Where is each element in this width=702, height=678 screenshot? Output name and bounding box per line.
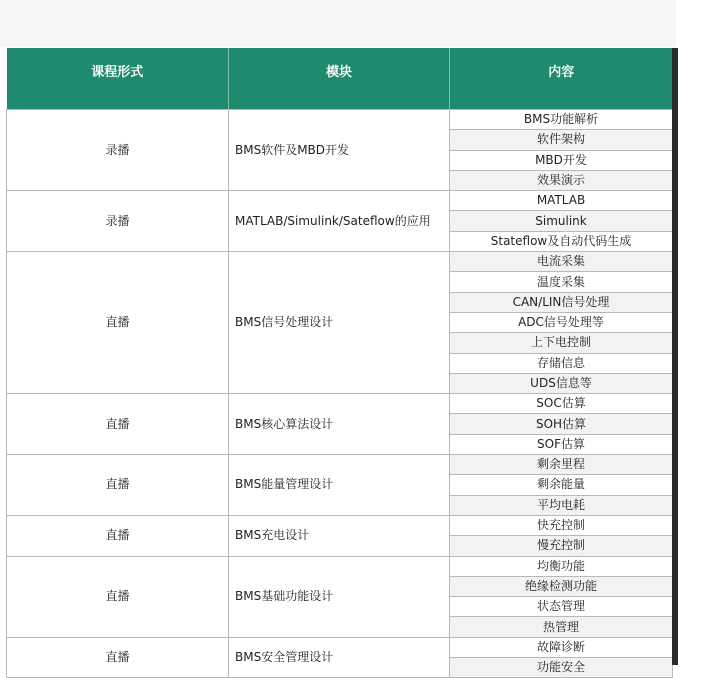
content-cell: MBD开发 [450, 150, 673, 170]
content-cell: Simulink [450, 211, 673, 231]
right-edge-strip [672, 48, 678, 665]
content-cell: SOC估算 [450, 394, 673, 414]
content-cell: 均衡功能 [450, 556, 673, 576]
table-row [7, 556, 673, 576]
module-cell: BMS软件及MBD开发 [229, 110, 450, 191]
content-cell: 温度采集 [450, 272, 673, 292]
module-cell: BMS信号处理设计 [229, 252, 450, 394]
content-cell: Stateflow及自动代码生成 [450, 231, 673, 251]
content-cell: CAN/LIN信号处理 [450, 292, 673, 312]
content-cell: 剩余能量 [450, 475, 673, 495]
content-cell: SOF估算 [450, 434, 673, 454]
content-cell: 存储信息 [450, 353, 673, 373]
table-row [7, 637, 673, 657]
course-type-cell: 直播 [7, 515, 229, 556]
course-type-cell: 直播 [7, 455, 229, 516]
content-cell: BMS功能解析 [450, 110, 673, 130]
table-row [7, 252, 673, 272]
module-cell: BMS基础功能设计 [229, 556, 450, 637]
top-blank-area [0, 0, 676, 47]
content-cell: SOH估算 [450, 414, 673, 434]
content-cell: 剩余里程 [450, 455, 673, 475]
content-cell: 慢充控制 [450, 536, 673, 556]
content-cell: 电流采集 [450, 252, 673, 272]
content-cell: 快充控制 [450, 515, 673, 535]
table-row [7, 455, 673, 475]
content-cell: 软件架构 [450, 130, 673, 150]
module-cell: BMS充电设计 [229, 515, 450, 556]
header-course-type: 课程形式 [7, 48, 229, 109]
course-type-cell: 直播 [7, 252, 229, 394]
module-cell: MATLAB/Simulink/Sateflow的应用 [229, 191, 450, 252]
course-type-cell: 直播 [7, 394, 229, 455]
course-type-cell: 录播 [7, 191, 229, 252]
module-cell: BMS安全管理设计 [229, 637, 450, 678]
content-cell: 故障诊断 [450, 637, 673, 657]
content-cell: 效果演示 [450, 170, 673, 190]
content-cell: ADC信号处理等 [450, 312, 673, 332]
content-cell: 状态管理 [450, 597, 673, 617]
table-row [7, 110, 673, 130]
header-content: 内容 [450, 48, 673, 109]
content-cell: MATLAB [450, 191, 673, 211]
content-cell: 上下电控制 [450, 333, 673, 353]
content-cell: 热管理 [450, 617, 673, 637]
module-cell: BMS能量管理设计 [229, 455, 450, 516]
content-cell: UDS信息等 [450, 373, 673, 393]
course-type-cell: 录播 [7, 110, 229, 191]
content-cell: 绝缘检测功能 [450, 576, 673, 596]
table-row [7, 191, 673, 211]
table-row [7, 394, 673, 414]
course-type-cell: 直播 [7, 637, 229, 678]
course-type-cell: 直播 [7, 556, 229, 637]
table-header-row [7, 48, 673, 109]
table-row [7, 515, 673, 535]
content-cell: 功能安全 [450, 658, 673, 678]
module-cell: BMS核心算法设计 [229, 394, 450, 455]
content-cell: 平均电耗 [450, 495, 673, 515]
course-table [6, 48, 673, 678]
table-body [7, 109, 673, 678]
header-module: 模块 [229, 48, 450, 109]
